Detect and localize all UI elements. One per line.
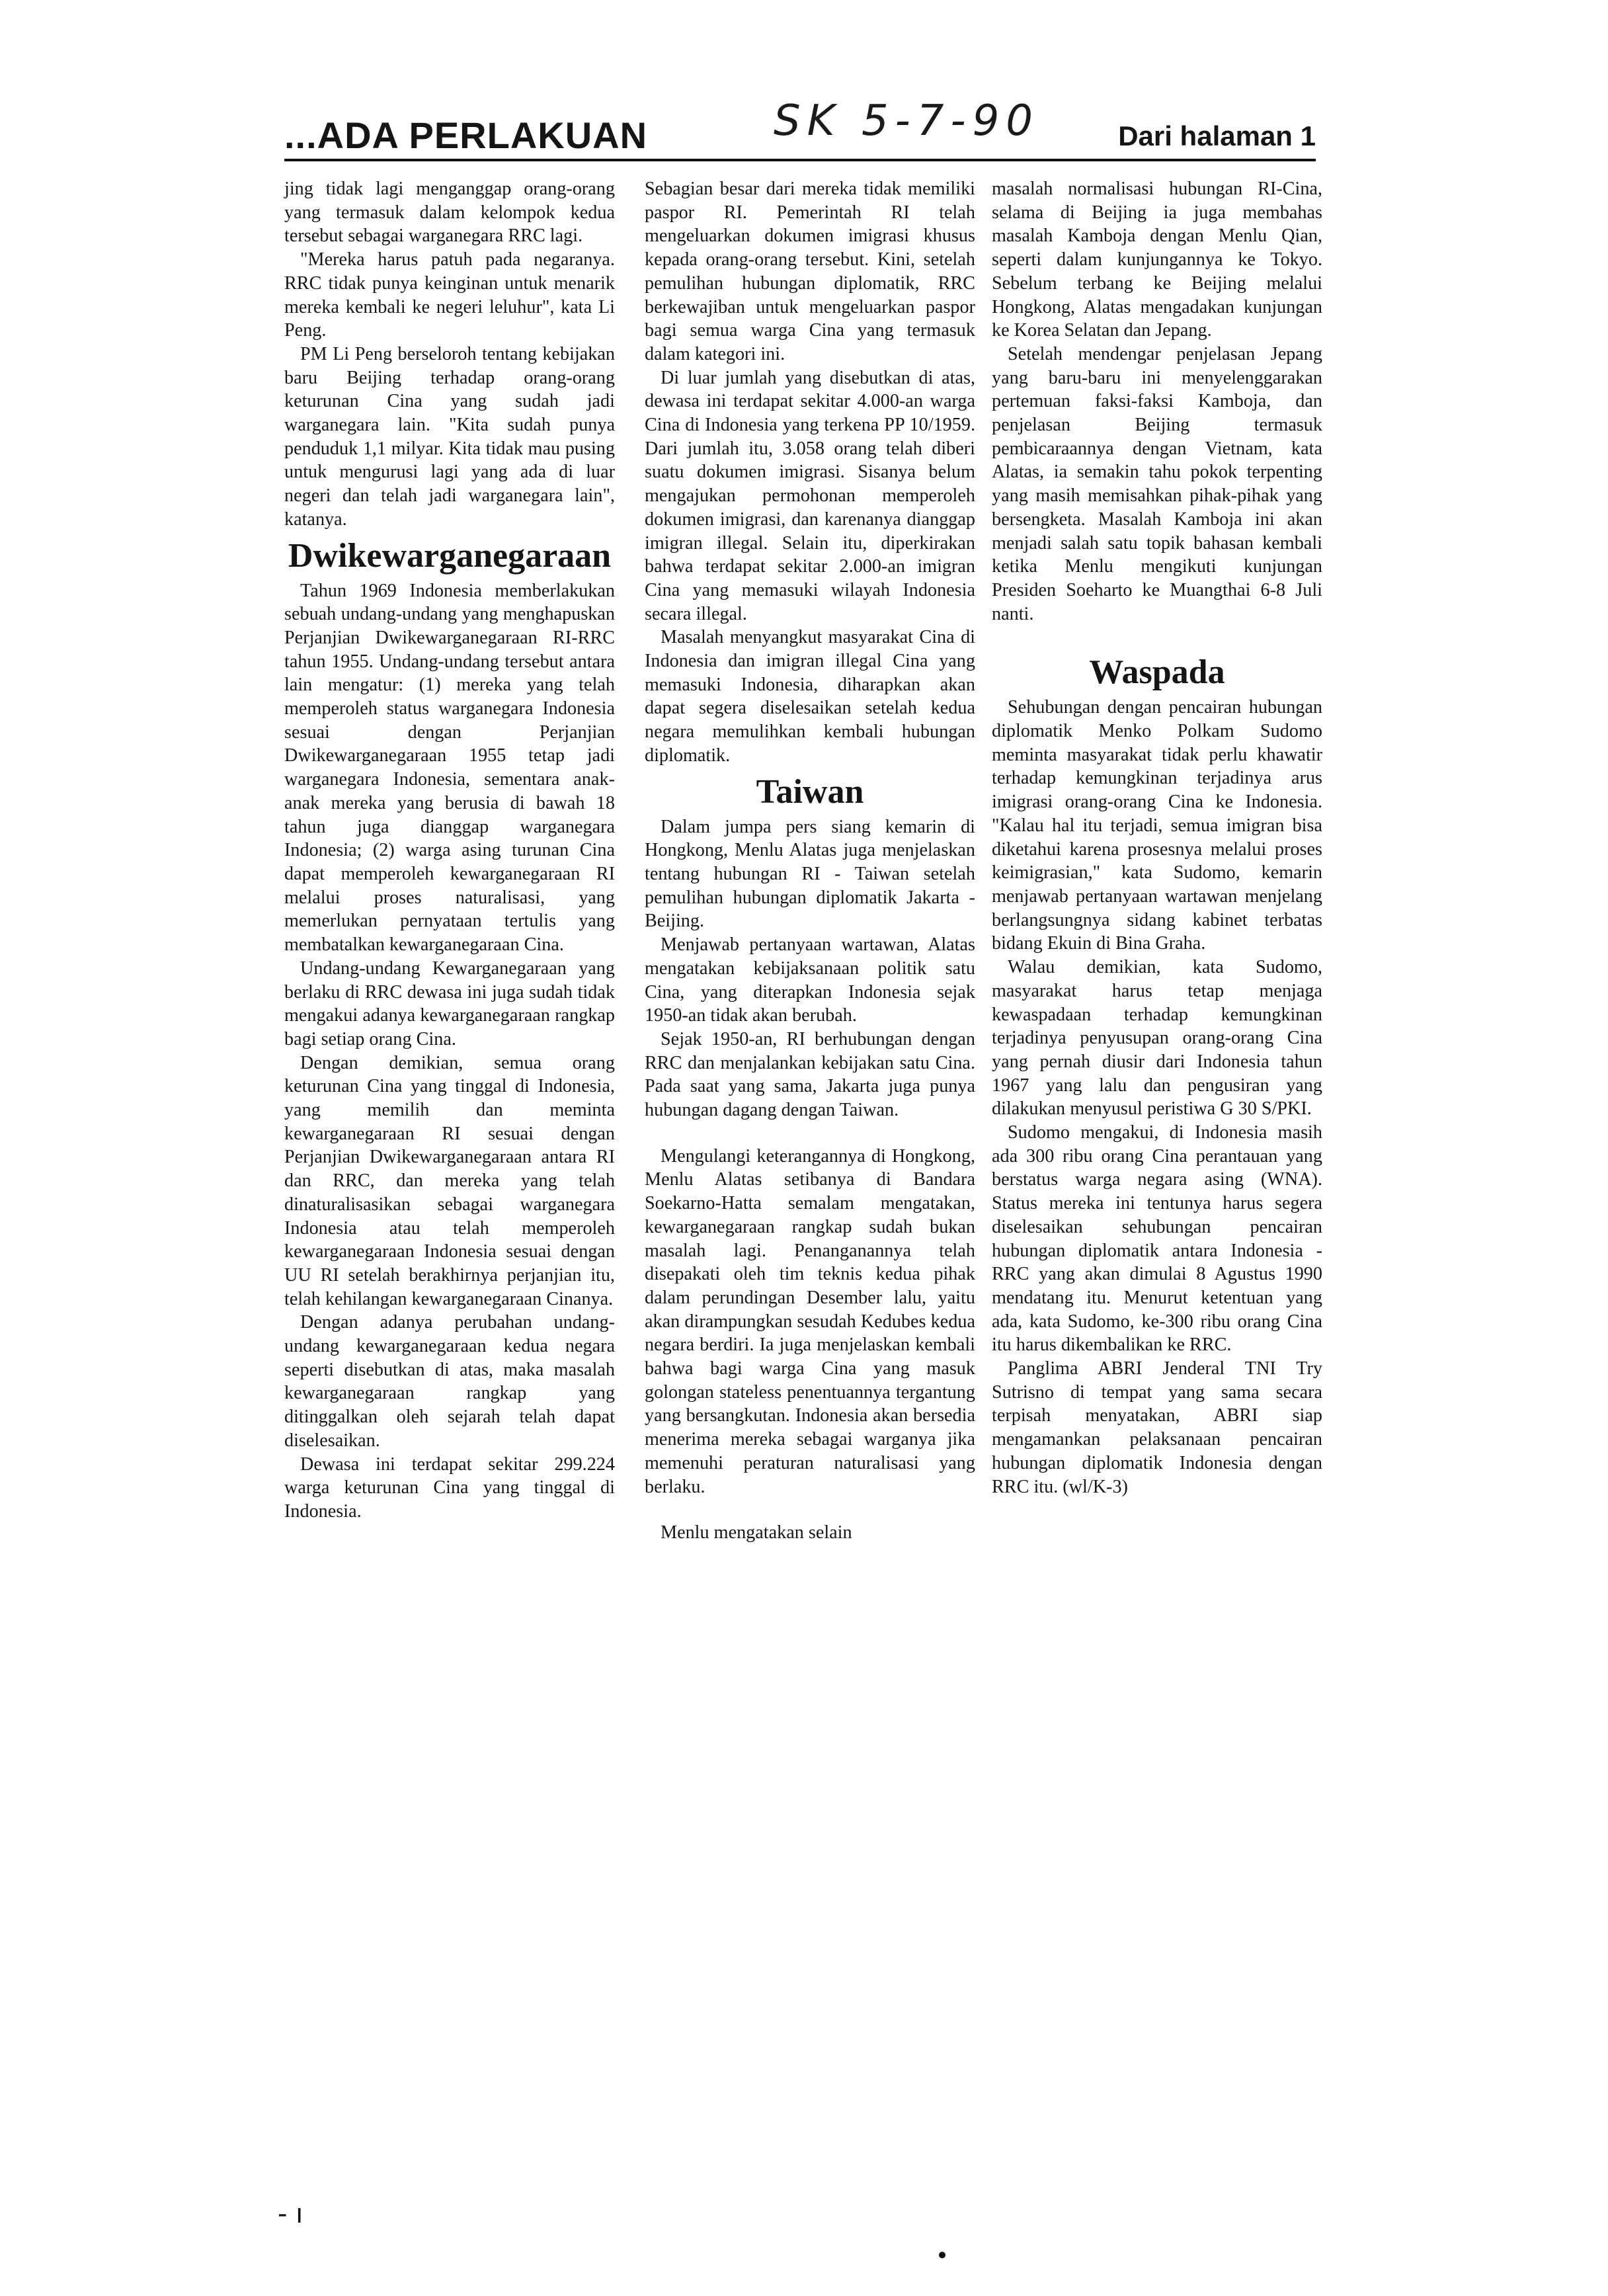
paragraph: jing tidak lagi menganggap orang-orang yang termasuk dalam kelompok kedua tersebut sebagai warganegara RRC lagi. — [284, 179, 615, 247]
column-spacer — [645, 1498, 975, 1521]
paragraph: Mengulangi keterangannya di Hongkong, Menlu Alatas setibanya di Bandara Soekarno-Hatta semalam mengatakan, kewarganegaraan rangkap sudah bukan masalah lagi. Penanganannya telah disepakati oleh tim teknis kedua pihak dalam perundingan Desember lalu, yaitu akan dirampungkan sesudah Kedubes kedua negara berdiri. Ia juga menjelaskan kembali bahwa bagi warga Cina yang masuk golongan stateless penentuannya tergantung yang bersangkutan. Indonesia akan bersedia menerima mereka sebagai warganya jika memenuhi peraturan naturalisasi yang berlaku. — [645, 1145, 975, 1497]
paragraph: Dengan demikian, semua orang keturunan Cina yang tinggal di Indonesia, yang memilih dan meminta kewarganegaraan RI sesuai dengan Perjanjian Dwikewarganegaraan antara RI dan RRC, dan mereka yang telah dinaturalisasikan sebagai warganegara Indonesia atau telah memperoleh kewarganegaraan Indonesia sesuai dengan UU RI setelah berakhirnya perjanjian itu, telah kehilangan kewarganegaraan Cinanya. — [284, 1052, 615, 1309]
paragraph: Dengan adanya perubahan undang-undang kewarganegaraan kedua negara seperti disebutkan di atas, maka masalah kewarganegaraan rangkap yang ditinggalkan oleh sejarah telah dapat diselesaikan. — [284, 1312, 615, 1451]
scan-dot-mark — [939, 2252, 945, 2258]
paragraph: Sehubungan dengan pencairan hubungan diplomatik Menko Polkam Sudomo meminta masyarakat tidak perlu khawatir terhadap kemungkinan terjadinya arus imigrasi orang-orang Cina ke Indonesia. "Kalau hal itu terjadi, semua imigran bisa diketahui karena prosesnya melalui proses keimigrasian," kata Sudomo, kemarin menjawab pertanyaan wartawan menjelang berlangsungnya sidang kabinet terbatas bidang Ekuin di Bina Graha. — [992, 697, 1322, 954]
paragraph: PM Li Peng berseloroh tentang kebijakan baru Beijing terhadap orang-orang keturunan Cina yang sudah jadi warganegara lain. "Kita sudah punya penduduk 1,1 milyar. Kita tidak mau pusing untuk mengurusi lagi yang ada di luar negeri dan telah jadi warganegara lain", katanya. — [284, 343, 615, 530]
header-continuation-note: Dari halaman 1 — [1118, 120, 1316, 151]
section-heading-dwikewarganegaraan: Dwikewarganegaraan — [288, 536, 612, 575]
paragraph: Walau demikian, kata Sudomo, masyarakat harus tetap menjaga kewaspadaan terhadap kemungkinan terjadinya penyusupan orang-orang Cina yang pernah diusir dari Indonesia tahun 1967 yang lalu dan pengusiran yang dilakukan menyusul peristiwa G 30 S/PKI. — [992, 957, 1322, 1120]
paragraph: "Mereka harus patuh pada negaranya. RRC tidak punya keinginan untuk menarik mereka kembali ke negeri leluhur", kata Li Peng. — [284, 249, 615, 341]
paragraph: Dewasa ini terdapat sekitar 299.224 warga keturunan Cina yang tinggal di Indonesia. — [284, 1454, 615, 1522]
paragraph: Di luar jumlah yang disebutkan di atas, dewasa ini terdapat sekitar 4.000-an warga Cina di Indonesia yang terkena PP 10/1959. Dari jumlah itu, 3.058 orang telah diberi suatu dokumen imigrasi. Sisanya belum mengajukan permohonan memperoleh dokumen imigrasi, dan karenanya dianggap imigran illegal. Selain itu, diperkirakan bahwa terdapat sekitar 2.000-an imigran Cina yang memasuki wilayah Indonesia secara illegal. — [645, 367, 975, 624]
paragraph: Menlu mengatakan selain — [661, 1522, 852, 1543]
paragraph: Panglima ABRI Jenderal TNI Try Sutrisno di tempat yang sama secara terpisah menyatakan, ABRI siap mengamankan pelaksanaan pencairan hubungan diplomatik Indonesia dengan RRC itu. (wl/K-3) — [992, 1358, 1322, 1497]
header-title: ...ADA PERLAKUAN — [284, 114, 648, 156]
paragraph: Sudomo mengakui, di Indonesia masih ada 300 ribu orang Cina perantauan yang berstatus warga negara asing (WNA). Status mereka ini tentunya harus segera diselesaikan sehubungan pencairan hubungan diplomatik antara Indonesia - RRC yang akan dimulai 8 Agustus 1990 mendatang itu. Menurut ketentuan yang ada, kata Sudomo, ke-300 ribu orang Cina itu harus dikembalikan ke RRC. — [992, 1122, 1322, 1356]
section-heading-waspada: Waspada — [1089, 653, 1225, 692]
paragraph: Dalam jumpa pers siang kemarin di Hongkong, Menlu Alatas juga menjelaskan tentang hubungan RI - Taiwan setelah pemulihan hubungan diplomatik Jakarta - Beijing. — [645, 816, 975, 932]
column-spacer — [645, 1122, 975, 1145]
paragraph: Undang-undang Kewarganegaraan yang berlaku di RRC dewasa ini juga sudah tidak mengakui adanya kewarganegaraan rangkap bagi setiap orang Cina. — [284, 958, 615, 1049]
scan-speck-mark: - ı — [278, 2199, 303, 2229]
article-column-1 — [284, 177, 615, 1524]
paragraph: Menjawab pertanyaan wartawan, Alatas mengatakan kebijaksanaan politik satu Cina, yang diterapkan Indonesia sejak 1950-an tidak akan berubah. — [645, 934, 975, 1026]
paragraph: Sejak 1950-an, RI berhubungan dengan RRC dan menjalankan kebijakan satu Cina. Pada saat yang sama, Jakarta juga punya hubungan dagang dengan Taiwan. — [645, 1028, 975, 1121]
page-header — [284, 97, 1316, 161]
paragraph: Tahun 1969 Indonesia memberlakukan sebuah undang-undang yang menghapuskan Perjanjian Dwikewarganegaraan RI-RRC tahun 1955. Undang-undang tersebut antara lain mengatur: (1) mereka yang telah memperoleh status warganegara Indonesia sesuai dengan Perjanjian Dwikewarganegaraan 1955 tetap jadi warganegara Indonesia, sementara anak-anak mereka yang berusia di bawah 18 tahun juga dianggap warganegara Indonesia; (2) warga asing turunan Cina dapat memperoleh kewarganegaraan RI melalui proses naturalisasi, yang memerlukan pernyataan tertulis yang membatalkan kewarganegaraan Cina. — [284, 580, 615, 956]
paragraph: Sebagian besar dari mereka tidak memiliki paspor RI. Pemerintah RI telah mengeluarkan dokumen imigrasi khusus kepada orang-orang tersebut. Kini, setelah pemulihan hubungan diplomatik, RRC berkewajiban untuk mengeluarkan paspor bagi semua warga Cina yang termasuk dalam kategori ini. — [645, 179, 975, 364]
paragraph: Setelah mendengar penjelasan Jepang yang baru-baru ini menyelenggarakan pertemuan faksi-faksi Kamboja, dan penjelasan Beijing termasuk pembicaraannya dengan Vietnam, kata Alatas, ia semakin tahu pokok terpenting yang masih memisahkan pihak-pihak yang bersengketa. Masalah Kamboja ini akan menjadi salah satu topik bahasan kembali ketika Menlu mengikuti kunjungan Presiden Soeharto ke Muangthai 6-8 Juli nanti. — [992, 343, 1322, 624]
article-column-2 — [645, 177, 975, 1545]
handwritten-date-note: SK 5-7-90 — [774, 97, 1039, 145]
article-column-3 — [992, 177, 1322, 1498]
section-heading-taiwan: Taiwan — [756, 772, 864, 811]
column-spacer — [992, 626, 1322, 648]
paragraph: Masalah menyangkut masyarakat Cina di Indonesia dan imigran illegal Cina yang memasuki Indonesia, diharapkan akan dapat segera diselesaikan setelah kedua negara memulihkan kembali hubungan diplomatik. — [645, 627, 975, 766]
paragraph: masalah normalisasi hubungan RI-Cina, selama di Beijing ia juga membahas masalah Kamboja dengan Menlu Qian, seperti dalam kunjungannya ke Tokyo. Sebelum terbang ke Beijing melalui Hongkong, Alatas mengadakan kunjungan ke Korea Selatan dan Jepang. — [992, 179, 1322, 341]
